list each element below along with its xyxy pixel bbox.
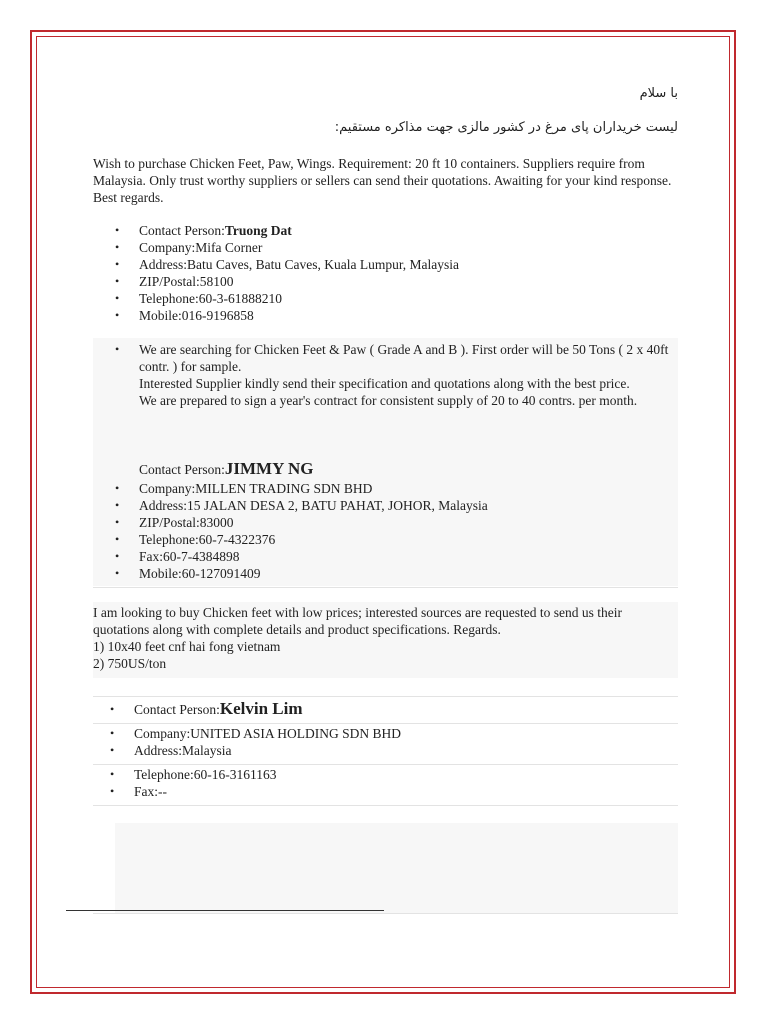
request3-company-list bbox=[88, 725, 673, 759]
signature-line bbox=[66, 910, 384, 911]
request2-text1: • We are searching for Chicken Feet & Paw ( Grade A and B ). First order will be 50 Tons ( 2 x 40ft contr. ) for sample. bbox=[139, 342, 669, 374]
contact-name: Kelvin Lim bbox=[219, 699, 303, 718]
divider bbox=[93, 805, 678, 806]
zip-item: • ZIP/Postal:58100 bbox=[93, 273, 678, 290]
greeting: با سلام bbox=[639, 86, 678, 101]
request3-contact-list bbox=[88, 698, 673, 721]
request3-text bbox=[93, 604, 678, 672]
address-item: • Address:15 JALAN DESA 2, BATU PAHAT, JOHOR, Malaysia bbox=[93, 497, 678, 514]
request2-list bbox=[93, 341, 678, 409]
request2-description bbox=[93, 341, 678, 409]
contact-name: JIMMY NG bbox=[224, 459, 314, 478]
address-item: • Address:Batu Caves, Batu Caves, Kuala Lumpur, Malaysia bbox=[93, 256, 678, 273]
divider bbox=[93, 913, 678, 914]
company-item: • Company:Mifa Corner bbox=[93, 239, 678, 256]
request2-text3: We are prepared to sign a year's contract for consistent supply of 20 to 40 contrs. per month. bbox=[139, 393, 638, 408]
contact-label: Contact Person: bbox=[139, 223, 225, 238]
contact-person-item bbox=[93, 222, 678, 239]
telephone-item: • Telephone:60-3-61888210 bbox=[93, 290, 678, 307]
contact-label: Contact Person: bbox=[139, 462, 225, 477]
company-item: • Company:MILLEN TRADING SDN BHD bbox=[93, 480, 678, 497]
request3-description: I am looking to buy Chicken feet with low prices; interested sources are requested to send us their quotations along with complete details and product specifications. Regards. bbox=[93, 605, 622, 637]
mobile-item: • Mobile:60-127091409 bbox=[93, 565, 678, 582]
divider bbox=[93, 696, 678, 697]
request2-contact-list bbox=[93, 480, 678, 582]
address-item: • Address:Malaysia bbox=[88, 742, 673, 759]
telephone-item: • Telephone:60-7-4322376 bbox=[93, 531, 678, 548]
contact-label: Contact Person: bbox=[134, 702, 220, 717]
contact-name: Truong Dat bbox=[224, 223, 292, 238]
request2-contact bbox=[139, 458, 313, 481]
divider bbox=[93, 764, 678, 765]
request2-text2: Interested Supplier kindly send their specification and quotations along with the best price. bbox=[139, 376, 630, 391]
divider bbox=[93, 723, 678, 724]
mobile-item: • Mobile:016-9196858 bbox=[93, 307, 678, 324]
request3-line1: 1) 10x40 feet cnf hai fong vietnam bbox=[93, 639, 281, 654]
telephone-item: • Telephone:60-16-3161163 bbox=[88, 766, 673, 783]
fax-item: • Fax:60-7-4384898 bbox=[93, 548, 678, 565]
company-item: • Company:UNITED ASIA HOLDING SDN BHD bbox=[88, 725, 673, 742]
request3-line2: 2) 750US/ton bbox=[93, 656, 167, 671]
divider bbox=[93, 587, 678, 588]
empty-block bbox=[115, 823, 678, 913]
fax-item: • Fax:-- bbox=[88, 783, 673, 800]
request1-contact-list bbox=[93, 222, 678, 324]
request3-phone-list bbox=[88, 766, 673, 800]
intro-rtl: لیست خریداران پای مرغ در کشور مالزی جهت مذاکره مستقیم: bbox=[334, 120, 678, 135]
zip-item: • ZIP/Postal:83000 bbox=[93, 514, 678, 531]
contact-person-item bbox=[88, 698, 673, 721]
request1-text: Wish to purchase Chicken Feet, Paw, Wings. Requirement: 20 ft 10 containers. Suppliers require from Malaysia. Only trust worthy suppliers or sellers can send their quotations. Awaiting for your kind response. Best regards. bbox=[93, 156, 672, 205]
